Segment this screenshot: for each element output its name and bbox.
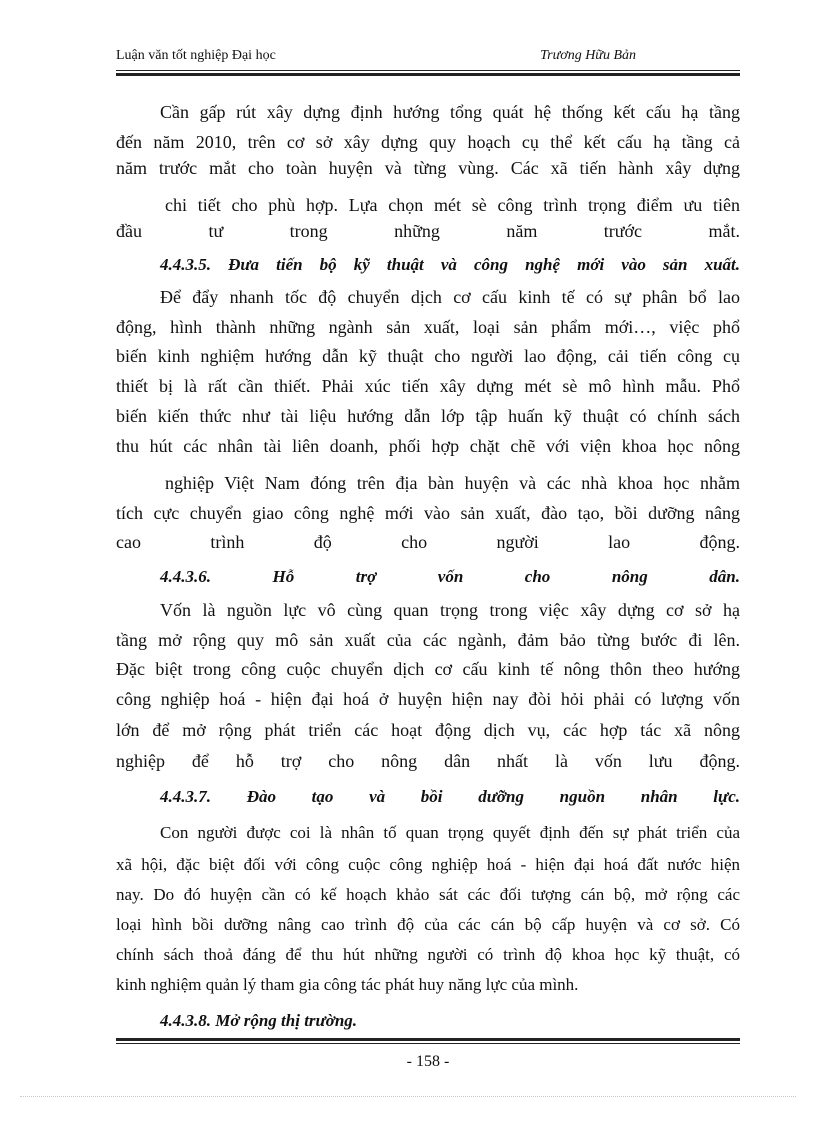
section-heading-4-4-3-7: 4.4.3.7. Đào tạo và bồi dưỡng nguồn nhân lực. [160, 787, 740, 806]
text-line: thiết bị là rất cần thiết. Phải xúc tiến xây dựng mét sè mô hình mẫu. Phổ [116, 376, 740, 396]
page-header [116, 48, 740, 68]
text-line: Đặc biệt trong công cuộc chuyển dịch cơ cấu kinh tế nông thôn theo hướng [116, 659, 740, 679]
section-heading-4-4-3-5: 4.4.3.5. Đưa tiến bộ kỹ thuật và công nghệ mới vào sản xuất. [160, 255, 740, 274]
section-heading-4-4-3-8: 4.4.3.8. Mở rộng thị trường. [160, 1011, 358, 1030]
text-line: chi tiết cho phù hợp. Lựa chọn mét sè công trình trọng điểm ưu tiên [165, 195, 740, 215]
header-rule-thin [116, 70, 740, 71]
text-line: xã hội, đặc biệt đối với công cuộc công nghiệp hoá - hiện đại hoá đất nước hiện [116, 855, 740, 874]
text-line: Vốn là nguồn lực vô cùng quan trọng trong việc xây dựng cơ sở hạ [160, 600, 740, 620]
text-line: động, hình thành những ngành sản xuất, loại sản phẩm mới…, việc phổ [116, 317, 740, 337]
header-thesis-title: Luận văn tốt nghiệp Đại học [116, 48, 276, 63]
text-line: đầu tư trong những năm trước mắt. [116, 221, 740, 241]
page-number: - 158 - [406, 1053, 450, 1070]
footer-rule-thick [116, 1038, 740, 1041]
text-line: năm trước mắt cho toàn huyện và từng vùng. Các xã tiến hành xây dựng [116, 158, 740, 178]
text-line: loại hình bồi dưỡng nâng cao trình độ của các cán bộ cấp huyện và cơ sở. Có [116, 915, 740, 934]
text-line: biến kiến thức như tài liệu hướng dẫn lớp tập huấn kỹ thuật có chính sách [116, 406, 740, 426]
section-heading-4-4-3-6: 4.4.3.6. Hỗ trợ vốn cho nông dân. [160, 567, 740, 586]
text-line: nay. Do đó huyện cần có kế hoạch khảo sát các đối tượng cán bộ, mở rộng các [116, 885, 740, 904]
header-author: Trương Hữu Bản [540, 48, 636, 63]
text-line: tích cực chuyển giao công nghệ mới vào sản xuất, đào tạo, bồi dưỡng nâng [116, 503, 740, 523]
text-line: cao trình độ cho người lao động. [116, 532, 740, 552]
header-rule-thick [116, 73, 740, 76]
footer-rule-thin [116, 1043, 740, 1044]
text-line: thu hút các nhân tài liên doanh, phối hợp chặt chẽ với viện khoa học nông [116, 436, 740, 456]
text-line: Để đẩy nhanh tốc độ chuyển dịch cơ cấu kinh tế có sự phân bổ lao [160, 287, 740, 307]
text-line: Con người được coi là nhân tố quan trọng quyết định đến sự phát triển của [160, 823, 740, 842]
page-bottom-divider [20, 1096, 796, 1097]
text-line: công nghiệp hoá - hiện đại hoá ở huyện hiện nay đòi hỏi phải có lượng vốn [116, 689, 740, 709]
text-line: lớn để mở rộng phát triển các hoạt động dịch vụ, các hợp tác xã nông [116, 720, 740, 740]
text-line: kinh nghiệm quản lý tham gia công tác phát huy năng lực của mình. [116, 975, 579, 994]
text-line: đến năm 2010, trên cơ sở xây dựng quy hoạch cụ thể kết cấu hạ tầng cả [116, 132, 740, 152]
text-line: chính sách thoả đáng để thu hút những người có trình độ khoa học kỹ thuật, có [116, 945, 740, 964]
text-line: tầng mở rộng quy mô sản xuất của các ngành, đảm bảo từng bước đi lên. [116, 630, 740, 650]
text-line: nghiệp để hỗ trợ cho nông dân nhất là vốn lưu động. [116, 751, 740, 771]
text-line: Cần gấp rút xây dựng định hướng tổng quát hệ thống kết cấu hạ tầng [160, 102, 740, 122]
text-line: biến kinh nghiệm hướng dẫn kỹ thuật cho người lao động, cải tiến công cụ [116, 346, 740, 366]
text-line: nghiệp Việt Nam đóng trên địa bàn huyện và các nhà khoa học nhằm [165, 473, 740, 493]
